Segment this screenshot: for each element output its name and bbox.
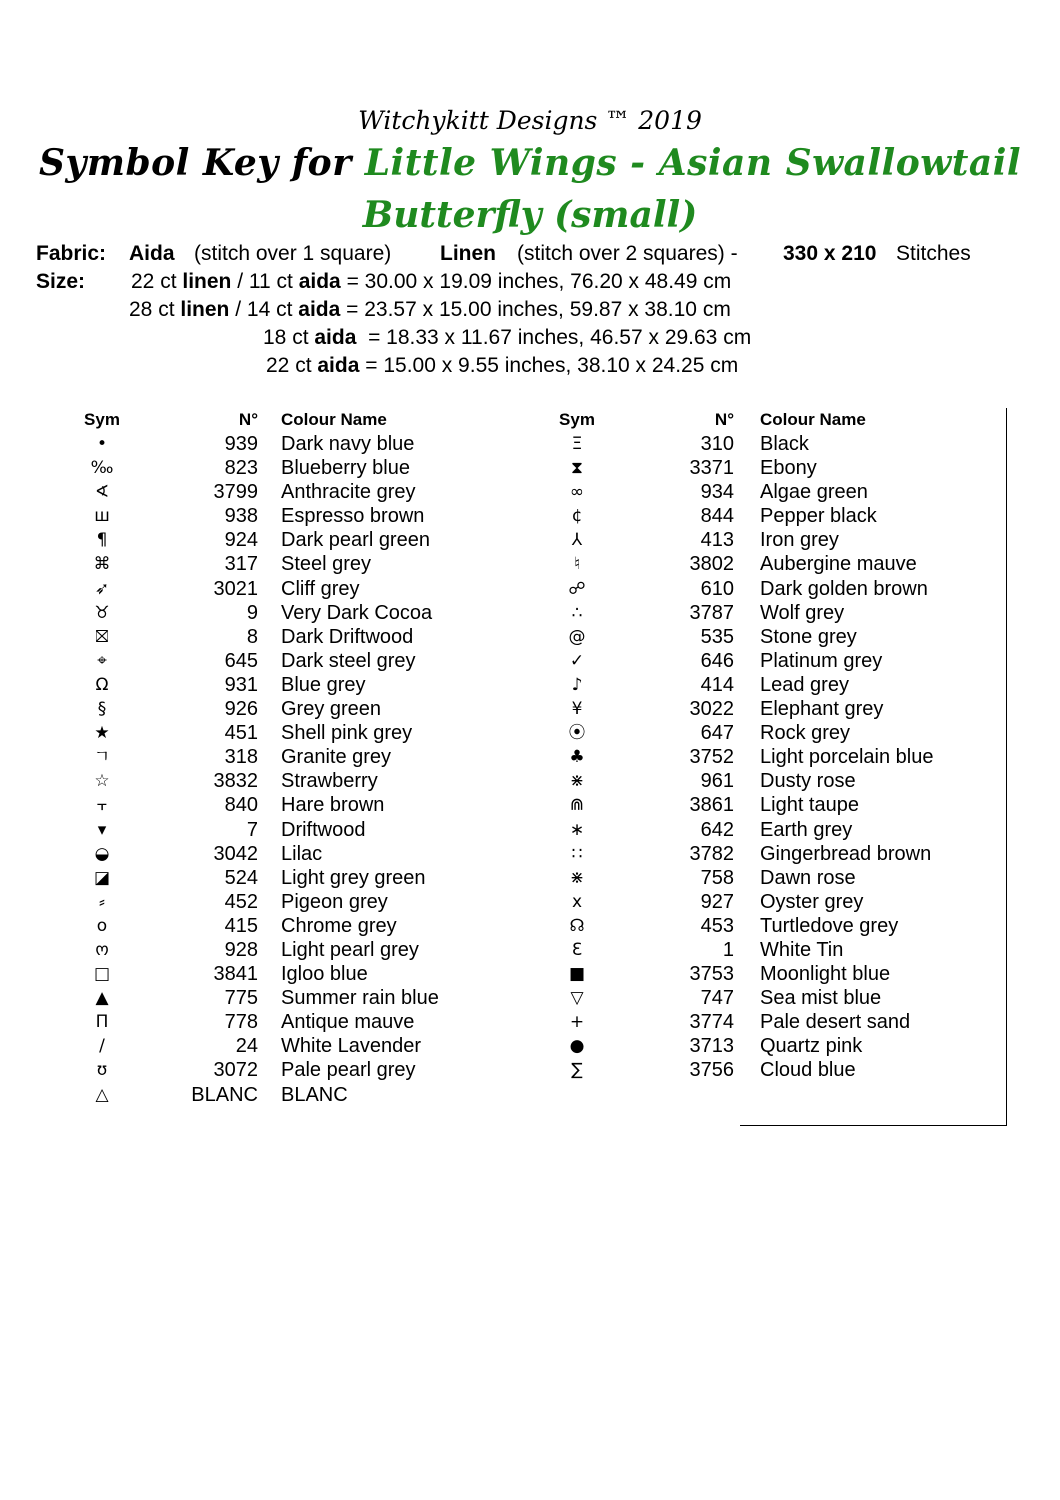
table-row [545,577,1005,601]
symbol-glyph: Ω [95,674,109,695]
colour-name: Lead grey [760,673,849,696]
colour-name: Algae green [760,481,868,504]
colour-number: 758 [700,866,734,889]
colour-name: Pale pearl grey [281,1059,416,1082]
stitch-word: Stitches [896,242,971,265]
colour-name: Light grey green [281,866,426,889]
table-border-bottom [740,1125,1007,1126]
table-row [545,552,1005,576]
colour-name: Ebony [760,457,817,480]
colour-number: 840 [224,794,258,817]
symbol-glyph: ● [569,1036,585,1057]
colour-name: Pale desert sand [760,1011,911,1034]
colour-name: Sea mist blue [760,987,882,1010]
colour-name: Iron grey [760,529,839,552]
colour-number: 535 [700,625,734,648]
table-row [70,721,540,745]
size-text: / 11 ct [231,270,299,293]
symbol-glyph: § [97,699,107,720]
colour-number: 3832 [213,770,258,793]
table-row [70,697,540,721]
pattern-name-part1: Little Wings - Asian Swallowtail [364,142,1022,184]
colour-number: 645 [224,649,258,672]
table-row [545,986,1005,1010]
header-num: N° [714,410,734,429]
table-row [70,552,540,576]
table-row [70,625,540,649]
symbol-glyph: ☍ [568,578,586,599]
colour-name: Summer rain blue [281,987,439,1010]
table-row [545,962,1005,986]
page-title [0,142,1060,184]
table-row [70,673,540,697]
table-row [545,842,1005,866]
table-row [545,890,1005,914]
size-text: 28 ct [129,298,181,321]
table-row [70,528,540,552]
colour-name: BLANC [281,1083,348,1106]
colour-name: Anthracite grey [281,481,416,504]
symbol-glyph: □ [93,964,111,985]
colour-name: Platinum grey [760,649,883,672]
colour-name: Dark navy blue [281,433,415,455]
table-row [545,745,1005,769]
table-row [70,577,540,601]
table-row [70,890,540,914]
header-name: Colour Name [281,410,387,429]
colour-name: Light taupe [760,794,859,817]
table-row [545,480,1005,504]
colour-number: 7 [246,818,258,841]
colour-name: Earth grey [760,818,853,841]
table-row [70,793,540,817]
colour-number: 452 [224,890,258,913]
table-row [545,649,1005,673]
symbol-glyph: • [96,434,108,454]
colour-number: 318 [224,746,258,769]
colour-name: White Lavender [281,1035,422,1058]
symbol-glyph: ■ [568,964,586,985]
colour-name: Dark pearl green [281,529,430,552]
table-row [70,842,540,866]
colour-number: 3756 [689,1059,734,1082]
colour-number: 3713 [689,1035,734,1058]
symbol-glyph: ♣ [569,747,585,768]
table-row [70,1058,540,1082]
colour-name: Moonlight blue [760,963,891,986]
table-row [70,745,540,769]
table-header [70,408,540,432]
colour-name: Rock grey [760,722,851,745]
colour-name: Igloo blue [281,963,368,986]
symbol-glyph: ▾ [97,819,107,840]
symbol-glyph: ⋇ [569,771,585,792]
title-prefix: Symbol Key for [38,142,365,184]
size-text: aida [317,354,360,377]
size-text: / 14 ct [229,298,299,321]
table-row [545,673,1005,697]
colour-name: Dark Driftwood [281,625,414,648]
colour-name: Dark steel grey [281,649,416,672]
colour-number: 928 [224,938,258,961]
table-row [70,480,540,504]
table-row [70,601,540,625]
symbol-glyph: ¢ [571,506,583,527]
table-row [70,818,540,842]
colour-number: 931 [224,673,258,696]
table-row [545,697,1005,721]
symbol-glyph: / [99,1036,105,1057]
symbol-glyph: ∷ [571,843,583,864]
colour-number: 924 [224,529,258,552]
table-row [70,1034,540,1058]
colour-name: Dawn rose [760,866,856,889]
table-row [545,1034,1005,1058]
size-text: 22 ct [131,270,183,293]
symbol-glyph: ∴ [571,602,583,623]
symbol-glyph: ☆ [94,771,110,792]
colour-name: Grey green [281,698,382,721]
colour-name: Pepper black [760,505,877,528]
table-border-right [1006,408,1007,1126]
table-row [545,432,1005,456]
colour-number: 938 [224,505,258,528]
colour-number: 747 [700,987,734,1010]
size-text: linen [182,270,232,293]
colour-name: Hare brown [281,794,385,817]
table-row [545,625,1005,649]
table-row [70,649,540,673]
colour-number: 413 [700,529,734,552]
colour-name: Light porcelain blue [760,746,934,769]
colour-number: 3371 [689,457,734,480]
colour-name: Blue grey [281,673,366,696]
symbol-table-left [70,408,540,1107]
table-row [545,721,1005,745]
fabric-aida-note: (stitch over 1 square) [194,242,392,265]
colour-number: 3861 [689,794,734,817]
colour-number: 3782 [689,842,734,865]
colour-name: Stone grey [760,625,857,648]
header-sym: Sym [559,410,595,429]
table-row [70,1010,540,1034]
symbol-glyph: Ξ [571,434,583,454]
colour-name: Light pearl grey [281,938,419,961]
symbol-glyph: ⦿ [568,723,586,744]
colour-number: 317 [224,553,258,576]
header-name: Colour Name [760,410,866,429]
symbol-glyph: ⅄ [571,530,583,551]
colour-number: 934 [700,481,734,504]
colour-number: 3021 [213,577,258,600]
colour-number: 642 [700,818,734,841]
table-row [545,818,1005,842]
symbol-glyph: ⋇ [569,867,585,888]
symbol-glyph: ⋒ [569,795,585,816]
symbol-glyph: @ [568,626,586,647]
symbol-glyph: ♪ [571,674,583,695]
symbol-glyph: ☊ [569,915,585,936]
colour-number: 775 [224,987,258,1010]
symbol-glyph: П [95,1012,109,1033]
symbol-glyph: ш [94,506,110,527]
colour-number: 453 [700,914,734,937]
colour-number: 610 [700,577,734,600]
table-row [70,432,540,456]
table-row [545,793,1005,817]
table-row [70,769,540,793]
colour-name: Granite grey [281,746,392,769]
symbol-glyph: ∗ [569,819,585,840]
colour-number: 3787 [689,601,734,624]
colour-number: 1 [722,938,734,961]
table-row [545,1058,1005,1082]
colour-number: 939 [224,433,258,455]
table-row [545,769,1005,793]
size-text: 18 ct [263,326,315,349]
table-row [545,866,1005,890]
symbol-glyph: + [569,1012,585,1033]
symbol-glyph: ¥ [571,699,583,720]
colour-number: 3752 [689,746,734,769]
size-text: = 23.57 x 15.00 inches, 59.87 x 38.10 cm [340,298,731,321]
colour-number: 3799 [213,481,258,504]
header-num: N° [238,410,258,429]
colour-name: Wolf grey [760,601,845,624]
symbol-glyph: Ɛ [571,939,583,960]
colour-name: White Tin [760,938,844,961]
colour-name: Quartz pink [760,1035,863,1058]
stitch-dims: 330 x 210 [783,242,877,265]
symbol-glyph: ➶ [94,578,110,599]
symbol-glyph: ◒ [94,843,110,864]
colour-number: BLANC [191,1083,258,1106]
size-text: = 30.00 x 19.09 inches, 76.20 x 48.49 cm [340,270,732,293]
size-text: aida [314,326,357,349]
fabric-aida: Aida [129,242,175,265]
table-row [545,938,1005,962]
colour-number: 414 [700,673,734,696]
size-text: 22 ct [266,354,318,377]
symbol-glyph: ⫟ [96,795,108,816]
symbol-glyph: ‰ [90,458,114,479]
colour-number: 3774 [689,1011,734,1034]
symbol-glyph: ო [95,939,109,960]
colour-name: Elephant grey [760,698,884,721]
symbol-glyph: ★ [94,723,110,744]
table-row [545,504,1005,528]
fabric-linen: Linen [440,242,496,265]
colour-number: 3042 [213,842,258,865]
colour-number: 844 [700,505,734,528]
colour-number: 3802 [689,553,734,576]
symbol-glyph: ▽ [570,988,584,1009]
colour-name: Lilac [281,842,323,865]
colour-number: 927 [700,890,734,913]
symbol-glyph: ∑ [571,1060,583,1081]
table-row [70,914,540,938]
colour-name: Aubergine mauve [760,553,917,576]
table-row [70,986,540,1010]
colour-number: 3072 [213,1059,258,1082]
colour-number: 524 [224,866,258,889]
table-row [545,456,1005,480]
table-row [70,938,540,962]
colour-number: 9 [246,601,258,624]
colour-name: Blueberry blue [281,457,410,480]
colour-name: Chrome grey [281,914,397,937]
symbol-glyph: ⧗ [571,458,583,479]
table-header [545,408,1005,432]
colour-name: Espresso brown [281,505,425,528]
size-text: = 18.33 x 11.67 inches, 46.57 x 29.63 cm [356,326,752,349]
symbol-glyph: ∢ [94,482,110,503]
table-row [545,914,1005,938]
symbol-glyph: ▲ [95,988,109,1009]
colour-number: 8 [246,625,258,648]
colour-name: Cloud blue [760,1059,856,1082]
symbol-glyph: ㄱ [93,747,111,768]
colour-name: Oyster grey [760,890,864,913]
symbol-glyph: ⸗ [99,891,105,912]
colour-name: Gingerbread brown [760,842,932,865]
colour-number: 3022 [689,698,734,721]
colour-number: 3753 [689,963,734,986]
colour-number: 647 [700,722,734,745]
table-row [70,504,540,528]
size-text: aida [298,270,341,293]
size-text: aida [298,298,341,321]
symbol-glyph: ♉ [94,602,110,623]
colour-name: Dusty rose [760,770,856,793]
size-text: = 15.00 x 9.55 inches, 38.10 x 24.25 cm [359,354,739,377]
colour-number: 3841 [213,963,258,986]
colour-number: 310 [700,433,734,455]
symbol-glyph: ◪ [93,867,111,888]
symbol-glyph: ✓ [569,650,585,671]
symbol-glyph: o [96,915,108,936]
colour-name: Very Dark Cocoa [281,601,433,624]
colour-name: Antique mauve [281,1011,415,1034]
symbol-glyph: x [571,891,583,912]
table-row [70,456,540,480]
fabric-label: Fabric: [36,242,107,265]
colour-number: 823 [224,457,258,480]
symbol-table-right [545,408,1005,1083]
table-row [545,1010,1005,1034]
symbol-glyph: ʊ [96,1060,108,1081]
size-label: Size: [36,270,86,293]
colour-number: 415 [224,914,258,937]
symbol-glyph: △ [95,1084,109,1105]
colour-name: Pigeon grey [281,890,388,913]
table-row [545,601,1005,625]
colour-number: 646 [700,649,734,672]
colour-number: 24 [235,1035,258,1058]
colour-name: Steel grey [281,553,372,576]
symbol-glyph: ∞ [569,482,585,503]
header-sym: Sym [84,410,120,429]
table-row [70,962,540,986]
colour-name: Cliff grey [281,577,360,600]
brand-line: Witchykitt Designs ™ 2019 [358,106,702,135]
table-row [70,1083,540,1107]
colour-name: Dark golden brown [760,577,928,600]
colour-number: 451 [224,722,258,745]
colour-name: Driftwood [281,818,366,841]
colour-name: Black [760,433,809,455]
colour-number: 926 [224,698,258,721]
colour-name: Strawberry [281,770,378,793]
symbol-glyph: ⌖ [97,650,107,671]
symbol-glyph: ♮ [573,554,581,575]
fabric-linen-note: (stitch over 2 squares) - [517,242,738,265]
pattern-name-part2: Butterfly (small) [362,194,698,236]
colour-name: Turtledove grey [760,914,899,937]
table-row [70,866,540,890]
symbol-glyph: ¶ [96,530,108,551]
colour-number: 961 [700,770,734,793]
symbol-glyph: ⛝ [95,626,109,647]
table-row [545,528,1005,552]
colour-name: Shell pink grey [281,722,413,745]
symbol-glyph: ⌘ [93,554,111,575]
size-text: linen [180,298,230,321]
colour-number: 778 [224,1011,258,1034]
